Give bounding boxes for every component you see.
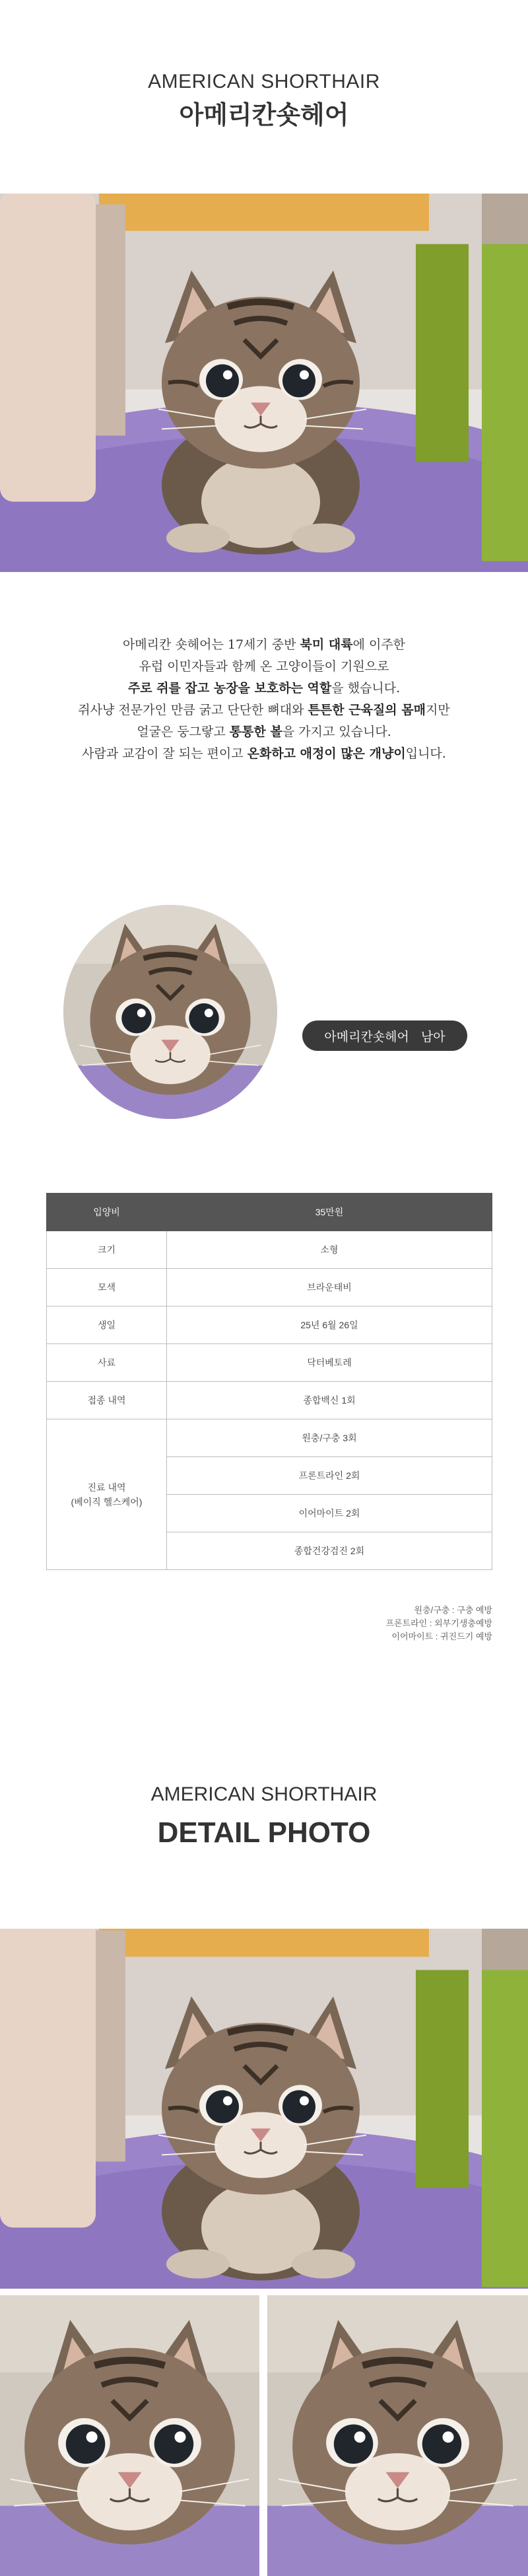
row-label: 크기 xyxy=(47,1231,167,1269)
treatment-value: 종합건강검진 2회 xyxy=(167,1532,492,1570)
badge-breed: 아메리칸숏헤어 xyxy=(324,1029,409,1044)
treatment-label-sub: (베이직 헬스케어) xyxy=(71,1496,143,1507)
table-row-treatment xyxy=(47,1419,492,1457)
row-label: 접종 내역 xyxy=(47,1382,167,1419)
description-text: 을 했습니다. xyxy=(331,681,401,696)
row-label: 모색 xyxy=(47,1269,167,1306)
table-row xyxy=(47,1306,492,1344)
description-line xyxy=(0,634,528,656)
description-text: 유럽 이민자들과 함께 온 고양이들이 기원으로 xyxy=(139,659,389,674)
table-row xyxy=(47,1382,492,1419)
description-emphasis: 북미 대륙 xyxy=(300,637,353,652)
description-line xyxy=(0,743,528,765)
description-text: 에 이주한 xyxy=(352,637,406,652)
table-row xyxy=(47,1231,492,1269)
description-text: 사람과 교감이 잘 되는 편이고 xyxy=(82,746,248,761)
note-line: 이어마이트 : 귀진드기 예방 xyxy=(391,1631,492,1641)
info-table xyxy=(46,1193,492,1570)
row-value: 종합백신 1회 xyxy=(167,1382,492,1419)
treatment-value: 프론트라인 2회 xyxy=(167,1457,492,1495)
row-label: 사료 xyxy=(47,1344,167,1382)
description-text: 얼굴은 둥그랗고 xyxy=(137,725,230,739)
description-line xyxy=(0,699,528,721)
treatment-value: 이어마이트 2회 xyxy=(167,1495,492,1532)
treatment-label xyxy=(47,1419,167,1570)
detail-photo-large xyxy=(0,1929,528,2289)
treatment-value: 원충/구충 3회 xyxy=(167,1419,492,1457)
badge-sex: 남아 xyxy=(420,1029,446,1044)
note-line: 프론트라인 : 외부기생충예방 xyxy=(385,1618,492,1628)
row-value: 닥터베토레 xyxy=(167,1344,492,1382)
description-line xyxy=(0,721,528,743)
row-label: 생일 xyxy=(47,1306,167,1344)
description-text: 을 가지고 있습니다. xyxy=(282,725,391,739)
description-text: 아메리칸 숏헤어는 17세기 중반 xyxy=(122,637,300,652)
description-emphasis: 주로 쥐를 잡고 농장을 보호하는 역할 xyxy=(127,681,332,696)
description-text: 쥐사냥 전문가인 만큼 굵고 단단한 뼈대와 xyxy=(78,703,308,717)
breed-sex-badge xyxy=(302,1020,467,1051)
table-row xyxy=(47,1344,492,1382)
treatment-label-main: 진료 내역 xyxy=(87,1482,126,1493)
detail-photo-left xyxy=(0,2295,259,2576)
description-emphasis: 온화하고 애정이 많은 개냥이 xyxy=(247,746,406,761)
breed-description xyxy=(0,634,528,765)
page-title: 아메리칸숏헤어 xyxy=(179,100,349,129)
price-value: 35만원 xyxy=(167,1194,492,1231)
price-label: 입양비 xyxy=(47,1194,167,1231)
description-text: 지만 xyxy=(425,703,450,717)
treatment-notes xyxy=(264,1604,492,1643)
description-line xyxy=(0,678,528,699)
description-line xyxy=(0,656,528,678)
description-text: 입니다. xyxy=(405,746,446,761)
row-value: 25년 6월 26일 xyxy=(167,1306,492,1344)
description-emphasis: 튼튼한 근육질의 몸매 xyxy=(308,703,426,717)
header-subtitle: AMERICAN SHORTHAIR xyxy=(148,71,380,92)
row-value: 브라운태비 xyxy=(167,1269,492,1306)
note-line: 원충/구충 : 구충 예방 xyxy=(414,1605,492,1615)
row-value: 소형 xyxy=(167,1231,492,1269)
table-row-price xyxy=(47,1194,492,1231)
detail-subtitle: AMERICAN SHORTHAIR xyxy=(150,1783,378,1805)
detail-title: DETAIL PHOTO xyxy=(157,1816,371,1849)
kitten-portrait xyxy=(63,905,277,1119)
table-row xyxy=(47,1269,492,1306)
detail-photo-right xyxy=(267,2295,528,2576)
description-emphasis: 통통한 볼 xyxy=(229,725,282,739)
hero-photo xyxy=(0,194,528,572)
